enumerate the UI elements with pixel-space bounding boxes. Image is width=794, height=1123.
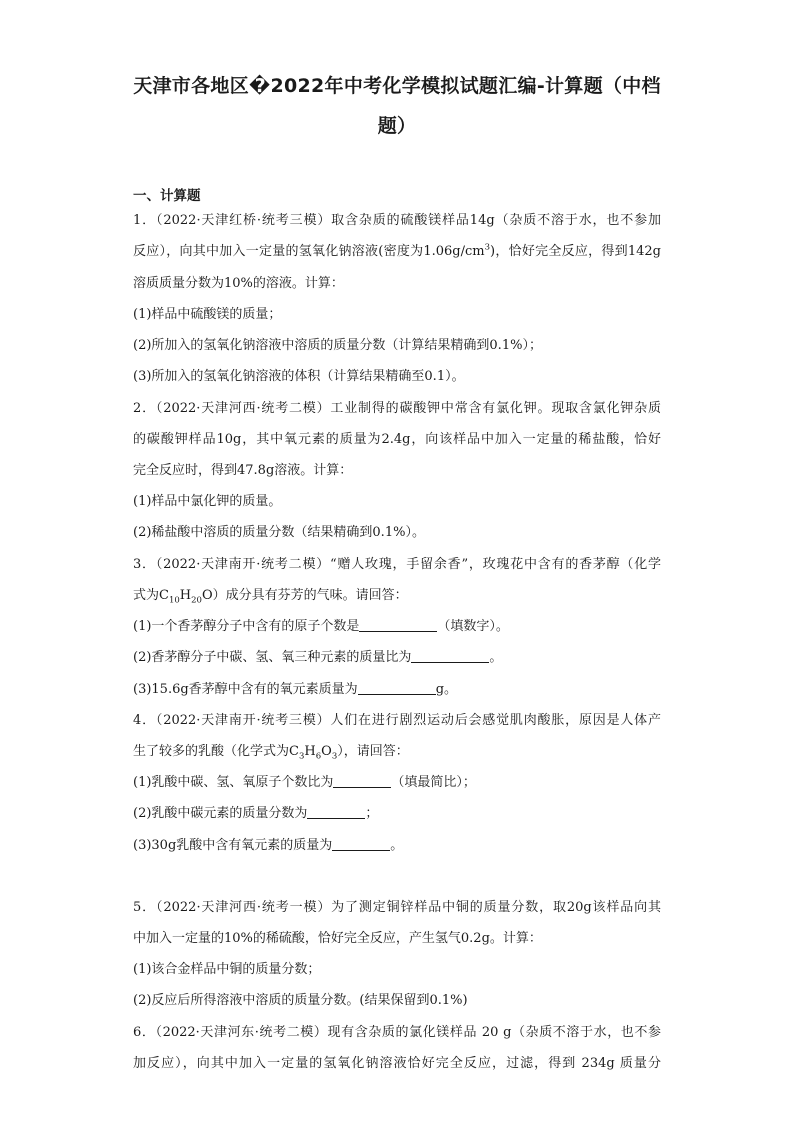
- q1-line-1: 1．（2022·天津红桥·统考三模）取含杂质的硫酸镁样品14g（杂质不溶于水，也不参加: [133, 213, 661, 228]
- q1-line-2: 反应），向其中加入一定量的氢氧化钠溶液(密度为$1.06g/cm^3$)，恰好完全反应，得到142g: [133, 242, 661, 259]
- q2-line-1: 2．（2022·天津河西·统考二模）工业制得的碳酸钾中常含有氯化钾。现取含氯化钾杂质: [133, 401, 661, 416]
- answer-blank[interactable]: [358, 680, 436, 695]
- q2-subquestion-2: (2)稀盐酸中溶质的质量分数（结果精确到0.1%）。: [133, 525, 425, 540]
- q4-line-2: 生了较多的乳酸（化学式为$C_3H_6O_3$），请回答：: [133, 744, 409, 762]
- q1-subquestion-2: (2)所加入的氢氧化钠溶液中溶质的质量分数（计算结果精确到0.1%）；: [133, 338, 542, 353]
- q2-line-3: 完全反应时，得到47.8g溶液。计算：: [133, 463, 353, 478]
- section-heading: 一、计算题: [133, 188, 201, 204]
- answer-blank[interactable]: [333, 773, 391, 788]
- answer-blank[interactable]: [411, 648, 489, 663]
- q2-subquestion-1: (1)样品中氯化钾的质量。: [133, 494, 282, 509]
- q3-subquestion-1: (1)一个香茅醇分子中含有的原子个数是 （填数字）。: [133, 619, 509, 634]
- q5-subquestion-1: (1)该合金样品中铜的质量分数；: [133, 962, 321, 977]
- q1-subquestion-1: (1)样品中硫酸镁的质量；: [133, 307, 282, 322]
- title-line-1: 天津市各地区�2022年中考化学模拟试题汇编-计算题（中档: [133, 75, 661, 97]
- document-title: [100, 66, 694, 146]
- q3-subquestion-3: (3)15.6g香茅醇中含有的氧元素质量为 g。: [133, 682, 458, 697]
- answer-blank[interactable]: [307, 804, 365, 819]
- answer-blank[interactable]: [332, 836, 390, 851]
- q1-subquestion-3: (3)所加入的氢氧化钠溶液的体积（计算结果精确至0.1）。: [133, 369, 465, 384]
- q4-subquestion-2: (2)乳酸中碳元素的质量分数为 ；: [133, 806, 379, 821]
- q6-line-1: 6．（2022·天津河东·统考二模）现有含杂质的氯化镁样品 20 g（杂质不溶于水，也不参: [133, 1025, 661, 1040]
- q2-line-2: 的碳酸钾样品10g，其中氧元素的质量为2.4g，向该样品中加入一定量的稀盐酸，恰好: [133, 432, 661, 447]
- answer-blank[interactable]: [359, 617, 437, 632]
- q5-line-2: 中加入一定量的10%的稀硫酸，恰好完全反应，产生氢气0.2g。计算：: [133, 931, 542, 946]
- q1-line-3: 溶质质量分数为10%的溶液。计算：: [133, 276, 344, 291]
- title-line-2: 题）: [377, 115, 417, 137]
- q5-subquestion-2: (2)反应后所得溶液中溶质的质量分数。(结果保留到0.1%): [133, 993, 468, 1008]
- q4-subquestion-1: (1)乳酸中碳、氢、氧原子个数比为 （填最简比）；: [133, 775, 476, 790]
- q3-line-2: 式为$C_{10}H_{20}O$）成分具有芬芳的气味。请回答：: [133, 588, 408, 606]
- q5-line-1: 5．（2022·天津河西·统考一模）为了测定铜锌样品中铜的质量分数，取20g该样品向其: [133, 900, 661, 915]
- q3-line-1: 3．（2022·天津南开·统考二模）“赠人玫瑰，手留余香”，玫瑰花中含有的香茅醇（化学: [133, 557, 661, 572]
- q6-line-2: 加反应），向其中加入一定量的氢氧化钠溶液恰好完全反应，过滤，得到 234g 质量分: [133, 1056, 661, 1071]
- q4-subquestion-3: (3)30g乳酸中含有氧元素的质量为 。: [133, 838, 404, 853]
- q3-subquestion-2: (2)香茅醇分子中碳、氢、氧三种元素的质量比为 。: [133, 650, 503, 665]
- q4-line-1: 4．（2022·天津南开·统考三模）人们在进行剧烈运动后会感觉肌肉酸胀，原因是人体产: [133, 713, 661, 728]
